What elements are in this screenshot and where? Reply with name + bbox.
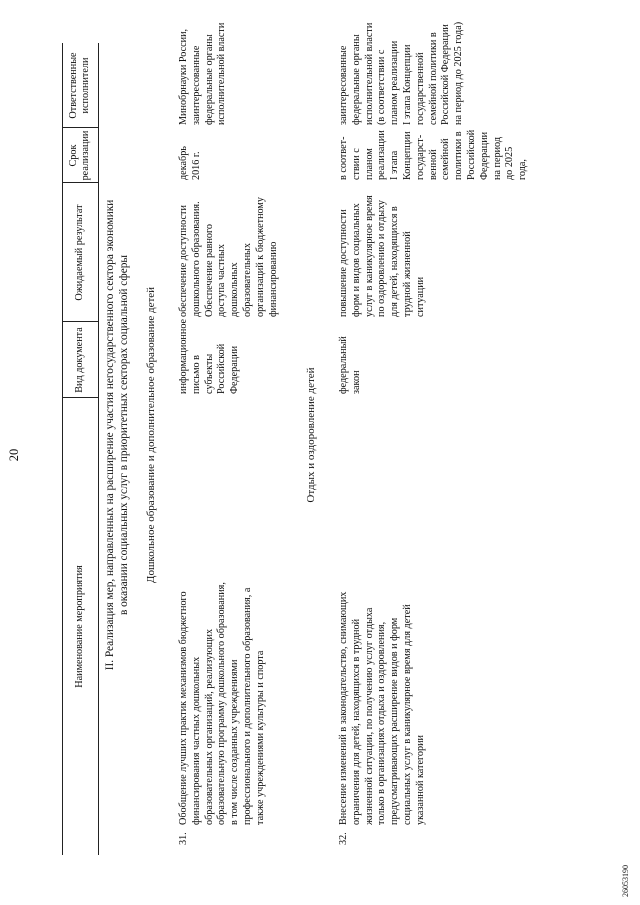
row-doc-type-line: федеральный	[338, 336, 349, 394]
page-number: 20	[7, 448, 21, 462]
row-name-line: предусматривающих расширение видов и форм	[389, 617, 401, 825]
row-result	[178, 182, 280, 317]
row-name-line: финансирования частных дошкольных	[190, 656, 202, 825]
row-name-line: образовательных организаций, реализующих	[203, 628, 215, 825]
row-executors-line: федеральные органы	[203, 34, 215, 125]
row-deadline-line: на период	[491, 136, 503, 180]
header-result-label: Ожидаемый результат	[74, 204, 85, 301]
row-name-line: Обобщение лучших практик механизмов бюджетного	[178, 591, 189, 825]
row-deadline-line: 2016 г.	[190, 151, 202, 180]
row-deadline-line: I этапа	[389, 150, 401, 180]
header-executors-line: Ответственные	[68, 52, 79, 119]
row-deadline-line: декабрь	[178, 146, 189, 180]
row-executors-line: исполнительной власти	[363, 22, 375, 125]
row-result-line: организаций к бюджетному	[254, 197, 266, 317]
row-name-line: Внесение изменений в законодательство, снимающих	[338, 591, 349, 825]
row-result-line: доступа частных	[216, 244, 228, 317]
subsection-title-label: Дошкольное образование и дополнительное образование детей	[145, 286, 157, 584]
row-deadline-line: Концепции	[401, 131, 413, 180]
row-doc-type-line: субъекты	[203, 353, 215, 394]
row-name-line: ограничения для детей, находящихся в трудной	[350, 618, 362, 825]
subsection-title	[145, 115, 158, 755]
row-executors-line: Российской Федерации	[440, 24, 452, 125]
row-executors-line: семейной политики в	[427, 32, 439, 125]
row-number: 32.	[338, 832, 349, 845]
row-result-line: финансированию	[267, 241, 279, 317]
row-deadline-line: года,	[517, 159, 529, 180]
row-result-line: по оздоровлению и отдыху	[376, 200, 388, 317]
row-name	[338, 400, 428, 825]
row-deadline-line: государст-	[414, 134, 426, 180]
row-result-line: дошкольного образования.	[190, 201, 202, 317]
row-doc-type-line: Федерации	[229, 345, 241, 394]
header-result	[62, 183, 98, 322]
row-doc-type	[338, 319, 364, 394]
row-deadline-line: Российской	[465, 129, 477, 180]
subsection-title-label: Отдых и оздоровление детей	[305, 367, 317, 503]
header-deadline	[62, 128, 98, 183]
row-name-line: в том числе созданных учреждениями	[229, 659, 241, 825]
header-doc-type	[62, 322, 98, 398]
row-deadline-line: семейной	[440, 138, 452, 180]
row-executors	[338, 5, 466, 125]
header-executors	[62, 43, 98, 128]
row-name-line: также учреждениями культуры и спорта	[254, 650, 266, 825]
row-executors-line: Минобрнауки России,	[178, 28, 189, 125]
section-title	[103, 115, 131, 755]
row-doc-type-line: письмо в	[190, 355, 202, 394]
row-name-line: профессионального и дополнительного образования, а	[241, 587, 253, 825]
row-result-line: образовательных	[241, 243, 253, 317]
section-title-line: II. Реализация мер, направленных на расширение участия негосударственного сектора экономики	[104, 199, 116, 671]
row-name-line: жизненной ситуации, по получению услуг отдыха	[363, 607, 375, 825]
row-doc-type	[178, 319, 242, 394]
row-deadline-line: реализации	[376, 130, 388, 180]
row-doc-type-line: информационное	[178, 318, 189, 394]
row-name-line: только в организациях отдыха и оздоровления,	[376, 621, 388, 825]
row-result-line: трудной жизненной	[401, 231, 413, 317]
row-result-line: Обеспечение равного	[203, 223, 215, 317]
document-id: 26053190	[621, 865, 630, 897]
row-result-line: дошкольных	[229, 262, 241, 317]
header-executors-line: исполнители	[80, 57, 91, 114]
row-deadline-line: ствии с	[350, 148, 362, 180]
row-result-line: форм и видов социальных	[350, 203, 362, 317]
row-executors-line: заинтересованные	[338, 45, 349, 125]
row-number: 31.	[178, 832, 189, 845]
row-deadline	[338, 125, 530, 180]
row-deadline-line: планом	[363, 148, 375, 180]
row-deadline-line: в соответ-	[338, 136, 349, 180]
row-deadline-line: до 2025	[504, 146, 516, 180]
section-title-line: в оказании социальных услуг в приоритетных секторах социальной сферы	[118, 255, 130, 616]
row-executors-line: планом реализации	[389, 40, 401, 125]
row-executors-line: I этапа Концепции	[401, 44, 413, 125]
row-result-line: услуг в каникулярное время	[363, 195, 375, 317]
row-result-line: для детей, находящихся в	[389, 206, 401, 317]
row-result	[338, 177, 428, 317]
row-deadline-line: политики в	[453, 131, 465, 180]
header-name	[62, 398, 98, 855]
row-doc-type-line: Российской	[216, 343, 228, 394]
row-executors-line: государственной	[414, 52, 426, 125]
row-name-line: указанной категории	[414, 735, 426, 825]
row-doc-type-line: закон	[350, 370, 362, 394]
row-name-line: социальных услуг в каникулярное время для детей	[401, 604, 413, 825]
row-deadline	[178, 125, 204, 180]
row-executors	[178, 5, 229, 125]
row-executors-line: исполнительной власти	[216, 22, 228, 125]
row-deadline-line: Федерации	[478, 131, 490, 180]
row-executors-line: на период до 2025 года)	[453, 21, 465, 125]
row-deadline-line: венной	[427, 149, 439, 180]
row-executors-line: заинтересованные	[190, 45, 202, 125]
header-doc-type-label: Вид документа	[74, 327, 85, 393]
header-name-label: Наименование мероприятия	[74, 565, 85, 688]
header-deadline-line: Срок	[68, 144, 79, 167]
subsection-title	[305, 115, 318, 755]
row-result-line: ситуации	[414, 276, 426, 317]
header-deadline-line: реализации	[80, 130, 91, 181]
row-result-line: обеспечение доступности	[178, 205, 189, 317]
row-name	[178, 400, 268, 825]
row-executors-line: (в соответствии с	[376, 49, 388, 125]
row-result-line: повышение доступности	[338, 209, 349, 317]
row-executors-line: федеральные органы	[350, 34, 362, 125]
row-name-line: образовательную программу дошкольного образования,	[216, 582, 228, 825]
table-header-bottom-border	[98, 43, 99, 855]
